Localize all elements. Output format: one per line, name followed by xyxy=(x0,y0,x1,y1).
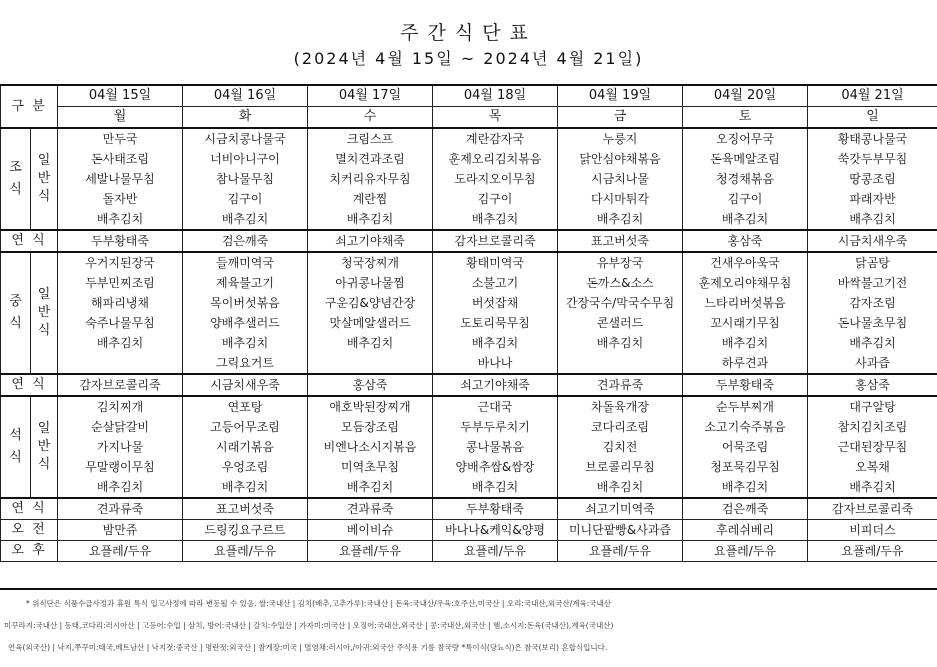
menu-item: 배추김치 xyxy=(558,209,683,230)
menu-item: 미역초무침 xyxy=(308,457,433,477)
menu-item: 쑥갓두부무침 xyxy=(808,149,937,169)
general-diet-label-char: 반 xyxy=(31,170,57,188)
meal-column-header: 구 분 xyxy=(1,85,58,128)
lunch-row xyxy=(1,273,937,293)
menu-item: 배추김치 xyxy=(58,477,183,498)
menu-item: 닭곰탕 xyxy=(808,252,937,273)
menu-period: (2024년 4월 15일 ~ 2024년 4월 21일) xyxy=(0,46,937,69)
menu-item: 누룽지 xyxy=(558,128,683,149)
weekly-menu-table xyxy=(0,84,937,562)
page-title: 주간식단표 xyxy=(0,18,937,45)
menu-item: 배추김치 xyxy=(58,333,183,353)
day-header: 화 xyxy=(183,107,308,129)
menu-item: 드링킹요구르트 xyxy=(183,520,308,541)
menu-item: 두부두루치기 xyxy=(433,417,558,437)
breakfast-snack-row xyxy=(1,230,937,252)
menu-item: 감자브로콜리죽 xyxy=(808,498,937,520)
menu-item: 요플레/두유 xyxy=(808,541,937,562)
menu-item: 배추김치 xyxy=(183,477,308,498)
day-header: 일 xyxy=(808,107,937,129)
morning-snack-label: 오 전 xyxy=(1,520,58,541)
menu-item: 들깨미역국 xyxy=(183,252,308,273)
menu-item: 비피더스 xyxy=(808,520,937,541)
lunch-row xyxy=(1,313,937,333)
menu-item: 근대국 xyxy=(433,396,558,417)
menu-item: 오징어무국 xyxy=(683,128,808,149)
menu-item: 청국장찌개 xyxy=(308,252,433,273)
menu-item: 참치김치조림 xyxy=(808,417,937,437)
menu-item: 미니단팥빵&사과즙 xyxy=(558,520,683,541)
menu-item: 배추김치 xyxy=(183,209,308,230)
dinner-row xyxy=(1,437,937,457)
dinner-snack-label: 연 식 xyxy=(1,498,58,520)
menu-item: 바나나 xyxy=(433,353,558,374)
menu-item: 견과류죽 xyxy=(58,498,183,520)
date-header: 04월 18일 xyxy=(433,85,558,107)
menu-item: 감자조림 xyxy=(808,293,937,313)
menu-item xyxy=(58,353,183,374)
menu-item: 배추김치 xyxy=(808,333,937,353)
date-header: 04월 16일 xyxy=(183,85,308,107)
menu-item: 코다리조림 xyxy=(558,417,683,437)
date-header-row xyxy=(1,85,937,107)
menu-item: 바나나&케익&양평 xyxy=(433,520,558,541)
lunch-snack-label: 연 식 xyxy=(1,374,58,396)
dinner-label-char: 식 xyxy=(1,447,30,469)
menu-item: 표고버섯죽 xyxy=(183,498,308,520)
menu-item: 도라지오이무침 xyxy=(433,169,558,189)
menu-item: 쇠고기미역죽 xyxy=(558,498,683,520)
menu-item: 요플레/두유 xyxy=(58,541,183,562)
afternoon-snack-row xyxy=(1,541,937,562)
day-header: 수 xyxy=(308,107,433,129)
lunch-label-char: 식 xyxy=(1,313,30,335)
dinner-row xyxy=(1,417,937,437)
dinner-row xyxy=(1,457,937,477)
menu-item: 그릭요거트 xyxy=(183,353,308,374)
day-header-row xyxy=(1,107,937,129)
menu-item: 가지나물 xyxy=(58,437,183,457)
menu-item: 양배추샐러드 xyxy=(183,313,308,333)
menu-item: 훈제오리김치볶음 xyxy=(433,149,558,169)
lunch-row xyxy=(1,353,937,374)
menu-item: 돈사태조림 xyxy=(58,149,183,169)
dinner-row xyxy=(1,396,937,417)
menu-item: 요플레/두유 xyxy=(558,541,683,562)
menu-item: 시래기볶음 xyxy=(183,437,308,457)
menu-item: 시금치새우죽 xyxy=(183,374,308,396)
menu-item: 하루견과 xyxy=(683,353,808,374)
menu-item: 돈나물초무침 xyxy=(808,313,937,333)
date-header: 04월 15일 xyxy=(58,85,183,107)
menu-item: 고등어무조림 xyxy=(183,417,308,437)
menu-item: 배추김치 xyxy=(433,477,558,498)
menu-item: 시금치콩나물국 xyxy=(183,128,308,149)
menu-item: 세발나물무침 xyxy=(58,169,183,189)
menu-item: 무말랭이무침 xyxy=(58,457,183,477)
menu-item: 두부황태죽 xyxy=(683,374,808,396)
lunch-label xyxy=(1,252,31,374)
menu-item: 배추김치 xyxy=(308,333,433,353)
menu-item: 대구알탕 xyxy=(808,396,937,417)
menu-item: 건새우아욱국 xyxy=(683,252,808,273)
menu-item: 멸치견과조림 xyxy=(308,149,433,169)
general-diet-label-char: 반 xyxy=(31,304,57,322)
menu-item: 요플레/두유 xyxy=(683,541,808,562)
breakfast-row xyxy=(1,209,937,230)
breakfast-label-char: 식 xyxy=(1,179,30,201)
menu-item: 해파리냉채 xyxy=(58,293,183,313)
menu-item: 검은깨죽 xyxy=(183,230,308,252)
menu-item: 베이비슈 xyxy=(308,520,433,541)
menu-item: 감자브로콜리죽 xyxy=(58,374,183,396)
menu-item xyxy=(558,353,683,374)
menu-item: 쇠고기야채죽 xyxy=(433,374,558,396)
menu-item: 치커리유자무침 xyxy=(308,169,433,189)
lunch-snack-row xyxy=(1,374,937,396)
menu-item: 구운김&양념간장 xyxy=(308,293,433,313)
menu-item xyxy=(308,353,433,374)
menu-item: 연포탕 xyxy=(183,396,308,417)
menu-item: 배추김치 xyxy=(808,209,937,230)
menu-item: 계란찜 xyxy=(308,189,433,209)
breakfast-label xyxy=(1,128,31,230)
menu-item: 두부황태죽 xyxy=(433,498,558,520)
menu-item: 홍삼죽 xyxy=(308,374,433,396)
menu-item: 참나물무침 xyxy=(183,169,308,189)
day-header: 월 xyxy=(58,107,183,129)
menu-item: 돈육메알조림 xyxy=(683,149,808,169)
menu-item: 청포묵김무침 xyxy=(683,457,808,477)
menu-item: 유부장국 xyxy=(558,252,683,273)
menu-item: 배추김치 xyxy=(558,333,683,353)
menu-item: 배추김치 xyxy=(183,333,308,353)
menu-item: 배추김치 xyxy=(683,333,808,353)
menu-item: 돌자반 xyxy=(58,189,183,209)
day-header: 금 xyxy=(558,107,683,129)
menu-item: 요플레/두유 xyxy=(433,541,558,562)
menu-item: 배추김치 xyxy=(433,209,558,230)
menu-item: 아귀콩나물찜 xyxy=(308,273,433,293)
menu-item: 버섯잡채 xyxy=(433,293,558,313)
menu-item: 숙주나물무침 xyxy=(58,313,183,333)
menu-item: 두부민찌조림 xyxy=(58,273,183,293)
menu-item: 근대된장무침 xyxy=(808,437,937,457)
menu-item: 우거지된장국 xyxy=(58,252,183,273)
general-diet-label-char: 일 xyxy=(31,152,57,170)
menu-item: 바싹불고기전 xyxy=(808,273,937,293)
menu-item: 양배추쌈&쌈장 xyxy=(433,457,558,477)
menu-item: 목이버섯볶음 xyxy=(183,293,308,313)
menu-item: 너비아니구이 xyxy=(183,149,308,169)
date-header: 04월 20일 xyxy=(683,85,808,107)
note-line: 연육(외국산) | 낙지,쭈꾸미:태국,베트남산 | 낙지젓:중국산 | 명란젓:외국산 | 참게장:미국 | 멸염채:러시아,/아귀:외국산 주식용 기름 참국량 *특이식(당뇨식)은 참국(보리) 혼합식입니다. xyxy=(8,642,934,653)
breakfast-row xyxy=(1,149,937,169)
menu-item: 두부황태죽 xyxy=(58,230,183,252)
menu-item: 김구이 xyxy=(683,189,808,209)
menu-item: 땅콩조림 xyxy=(808,169,937,189)
menu-item: 청경채볶음 xyxy=(683,169,808,189)
menu-item: 김치찌개 xyxy=(58,396,183,417)
general-diet-label-char: 일 xyxy=(31,286,57,304)
day-header: 토 xyxy=(683,107,808,129)
menu-item: 느타리버섯볶음 xyxy=(683,293,808,313)
menu-item: 배추김치 xyxy=(808,477,937,498)
menu-item: 비엔나소시지볶음 xyxy=(308,437,433,457)
lunch-row xyxy=(1,333,937,353)
menu-item: 닭안심야채볶음 xyxy=(558,149,683,169)
menu-item: 소고기숙주볶음 xyxy=(683,417,808,437)
menu-item: 크림스프 xyxy=(308,128,433,149)
general-diet-label xyxy=(31,396,58,498)
dinner-snack-row xyxy=(1,498,937,520)
breakfast-row xyxy=(1,189,937,209)
menu-item: 브로콜리무침 xyxy=(558,457,683,477)
breakfast-snack-label: 연 식 xyxy=(1,230,58,252)
menu-item: 황태콩나물국 xyxy=(808,128,937,149)
lunch-label-char: 중 xyxy=(1,291,30,313)
menu-item: 홍삼죽 xyxy=(683,230,808,252)
date-header: 04월 21일 xyxy=(808,85,937,107)
menu-item: 다시마튀각 xyxy=(558,189,683,209)
menu-item: 사과즙 xyxy=(808,353,937,374)
menu-item: 배추김치 xyxy=(558,477,683,498)
menu-item: 김치전 xyxy=(558,437,683,457)
menu-item: 순두부찌개 xyxy=(683,396,808,417)
menu-item: 어묵조림 xyxy=(683,437,808,457)
menu-item: 후레쉬베리 xyxy=(683,520,808,541)
general-diet-label-char: 식 xyxy=(31,322,57,340)
menu-item: 검은깨죽 xyxy=(683,498,808,520)
date-header: 04월 17일 xyxy=(308,85,433,107)
menu-item: 김구이 xyxy=(183,189,308,209)
menu-item: 간장국수/막국수무침 xyxy=(558,293,683,313)
menu-item: 콘샐러드 xyxy=(558,313,683,333)
general-diet-label-char: 반 xyxy=(31,438,57,456)
lunch-row xyxy=(1,293,937,313)
menu-item: 표고버섯죽 xyxy=(558,230,683,252)
menu-item: 감자브로콜리죽 xyxy=(433,230,558,252)
general-diet-label xyxy=(31,252,58,374)
menu-item: 제육불고기 xyxy=(183,273,308,293)
menu-item: 계란감자국 xyxy=(433,128,558,149)
menu-item: 배추김치 xyxy=(683,209,808,230)
menu-item: 시금치새우죽 xyxy=(808,230,937,252)
menu-item: 돈까스&소스 xyxy=(558,273,683,293)
dinner-label xyxy=(1,396,31,498)
menu-item: 도토리묵무침 xyxy=(433,313,558,333)
menu-item: 쇠고기야채죽 xyxy=(308,230,433,252)
menu-item: 소불고기 xyxy=(433,273,558,293)
lunch-row xyxy=(1,252,937,273)
menu-item: 밤만쥬 xyxy=(58,520,183,541)
menu-item: 견과류죽 xyxy=(308,498,433,520)
menu-item: 견과류죽 xyxy=(558,374,683,396)
breakfast-row xyxy=(1,128,937,149)
menu-item: 꼬시래기무침 xyxy=(683,313,808,333)
menu-item: 오복채 xyxy=(808,457,937,477)
general-diet-label-char: 식 xyxy=(31,456,57,474)
menu-notes xyxy=(0,588,937,667)
menu-item: 배추김치 xyxy=(308,477,433,498)
menu-item: 시금치나물 xyxy=(558,169,683,189)
note-line: * 위식단은 식품수급사정과 휴원 특식 입고사정에 따라 변동될 수 있음. 쌀:국내산 | 김치(배추,고추가루):국내산 | 돈육:국내산/우육:호주산,미국산 | 오리:국내산,외국산/계육:국내산 xyxy=(26,598,926,609)
menu-item: 배추김치 xyxy=(308,209,433,230)
menu-item: 홍삼죽 xyxy=(808,374,937,396)
menu-item: 콩나물볶음 xyxy=(433,437,558,457)
menu-item: 배추김치 xyxy=(433,333,558,353)
general-diet-label xyxy=(31,128,58,230)
general-diet-label-char: 일 xyxy=(31,420,57,438)
menu-item: 순살닭갈비 xyxy=(58,417,183,437)
breakfast-row xyxy=(1,169,937,189)
menu-item: 만두국 xyxy=(58,128,183,149)
menu-item: 차돌육개장 xyxy=(558,396,683,417)
dinner-row xyxy=(1,477,937,498)
menu-item: 황태미역국 xyxy=(433,252,558,273)
breakfast-label-char: 조 xyxy=(1,157,30,179)
menu-item: 배추김치 xyxy=(58,209,183,230)
menu-item: 요플레/두유 xyxy=(308,541,433,562)
date-header: 04월 19일 xyxy=(558,85,683,107)
general-diet-label-char: 식 xyxy=(31,188,57,206)
menu-item: 훈제오리야채무침 xyxy=(683,273,808,293)
menu-item: 파래자반 xyxy=(808,189,937,209)
menu-item: 김구이 xyxy=(433,189,558,209)
day-header: 목 xyxy=(433,107,558,129)
note-line: 미꾸라지:국내산 | 동태,코다리:러시아산 | 고등어:수입 | 삼치, 방어:국내산 | 갈치:수입산 | 가자미:미국산 | 오징어:국내산,외국산 | 콩:국내산,외국산 | 햄,소시지:돈육(국내산),계육(국내산) xyxy=(4,620,934,631)
menu-item: 맛살메알샐러드 xyxy=(308,313,433,333)
morning-snack-row xyxy=(1,520,937,541)
menu-item: 모듬장조림 xyxy=(308,417,433,437)
menu-item: 우엉조림 xyxy=(183,457,308,477)
menu-item: 애호박된장찌개 xyxy=(308,396,433,417)
menu-item: 배추김치 xyxy=(683,477,808,498)
afternoon-snack-label: 오 후 xyxy=(1,541,58,562)
menu-item: 요플레/두유 xyxy=(183,541,308,562)
dinner-label-char: 석 xyxy=(1,425,30,447)
